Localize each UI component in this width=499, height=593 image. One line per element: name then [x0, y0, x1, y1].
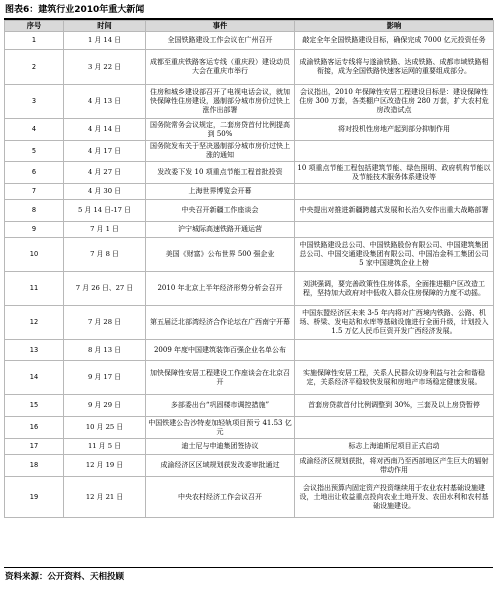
row-event: 国务院发布关于坚决遏制部分城市房价过快上涨的通知	[146, 141, 295, 162]
header-event: 事件	[146, 21, 295, 32]
row-event: 上海世界博览会开幕	[146, 184, 295, 200]
row-impact: 成渝经济区规划获批，将对西南乃至西部地区产生巨大的辐射带动作用	[295, 455, 494, 477]
row-event: 全国铁路建设工作会议在广州召开	[146, 32, 295, 50]
row-event: 2009 年度中国建筑装饰百强企业名单公布	[146, 340, 295, 361]
table-row	[5, 439, 494, 455]
header-impact: 影响	[295, 21, 494, 32]
row-number: 5	[5, 141, 64, 162]
table-row	[5, 85, 494, 119]
row-date: 4 月 14 日	[64, 119, 146, 141]
row-impact: 敲定全年全国铁路建设目标，确保完成 7000 亿元投资任务	[295, 32, 494, 50]
row-date: 10 月 25 日	[64, 417, 146, 439]
row-impact	[295, 417, 494, 439]
row-event: 中央农村经济工作会议召开	[146, 477, 295, 518]
row-date: 4 月 13 日	[64, 85, 146, 119]
row-impact	[295, 184, 494, 200]
row-date: 7 月 28 日	[64, 306, 146, 340]
row-date: 12 月 21 日	[64, 477, 146, 518]
row-date: 7 月 1 日	[64, 222, 146, 238]
table-row	[5, 340, 494, 361]
news-table	[4, 20, 494, 518]
row-event: 多部委出台“巩固楼市调控措施”	[146, 395, 295, 417]
row-event: 成都至重庆铁路客运专线（重庆段）建设动员大会在重庆市举行	[146, 50, 295, 85]
row-date: 4 月 17 日	[64, 141, 146, 162]
row-date: 1 月 14 日	[64, 32, 146, 50]
bottom-rule	[4, 567, 493, 568]
row-impact: 中国东盟经济区未来 3-5 年内将对广西境内铁路、公路、机场、桥梁、发电站和水库等基础设施进行全面升级，计划投入 1.5 万亿人民币巨资开发广西经济发展。	[295, 306, 494, 340]
row-event: 国务院常务会议规定，二套房贷首付比例提高到 50%	[146, 119, 295, 141]
row-number: 1	[5, 32, 64, 50]
row-event: 第五届泛北部湾经济合作论坛在广西南宁开幕	[146, 306, 295, 340]
table-row	[5, 119, 494, 141]
table-row	[5, 184, 494, 200]
row-impact: 成渝铁路客运专线将与遂渝铁路、达成铁路、成都市域铁路相衔接，成为全国铁路快速客运网的重要组成部分。	[295, 50, 494, 85]
table-row	[5, 32, 494, 50]
row-event: 沪宁城际高速铁路开通运营	[146, 222, 295, 238]
row-event: 中央召开新疆工作座谈会	[146, 200, 295, 222]
row-impact: 刘淇强调，要完善政策性住房体系，全面推进棚户区改造工程，坚持加大政府对中低收入群众住房保障的力度不动摇。	[295, 272, 494, 306]
row-number: 10	[5, 238, 64, 272]
row-date: 5 月 14 日-17 日	[64, 200, 146, 222]
figure-title: 图表6：建筑行业2010年重大新闻	[5, 5, 145, 15]
row-date: 8 月 13 日	[64, 340, 146, 361]
row-number: 16	[5, 417, 64, 439]
row-event: 发改委下发 10 项重点节能工程首批投资	[146, 162, 295, 184]
table-header-row	[5, 21, 494, 32]
table-row	[5, 395, 494, 417]
table-row	[5, 50, 494, 85]
row-event: 2010 年北京上半年经济形势分析会召开	[146, 272, 295, 306]
row-number: 14	[5, 361, 64, 395]
row-number: 3	[5, 85, 64, 119]
source-note: 资料来源：公开资料、天相投顾	[5, 572, 125, 582]
row-impact: 10 项重点节能工程包括建筑节能、绿色照明、政府机构节能以及节能技术服务体系建设等	[295, 162, 494, 184]
row-event: 成渝经济区区域规划获发改委审批通过	[146, 455, 295, 477]
row-number: 17	[5, 439, 64, 455]
row-number: 15	[5, 395, 64, 417]
header-date: 时间	[64, 21, 146, 32]
table-row	[5, 455, 494, 477]
row-number: 8	[5, 200, 64, 222]
row-number: 13	[5, 340, 64, 361]
table-row	[5, 141, 494, 162]
row-event: 住房和城乡建设部召开了电视电话会议，就加快保障性住房建设，遏制部分城市房价过快上涨作出部署	[146, 85, 295, 119]
row-number: 18	[5, 455, 64, 477]
row-date: 7 月 26 日、27 日	[64, 272, 146, 306]
row-event: 美国《财富》公布世界 500 强企业	[146, 238, 295, 272]
table-row	[5, 222, 494, 238]
row-number: 12	[5, 306, 64, 340]
row-date: 3 月 22 日	[64, 50, 146, 85]
row-date: 12 月 19 日	[64, 455, 146, 477]
row-number: 2	[5, 50, 64, 85]
row-impact: 实施保障性安居工程，关系人民群众切身利益与社会和谐稳定，关系经济平稳较快发展和房地产市场稳定健康发展。	[295, 361, 494, 395]
table-row	[5, 417, 494, 439]
row-date: 9 月 17 日	[64, 361, 146, 395]
row-impact: 会议指出，2010 年保障性安居工程建设目标是：建设保障性住房 300 万套，各类棚户区改造住房 280 万套，扩大农村危房改造试点	[295, 85, 494, 119]
row-impact: 中央提出对推进新疆跨越式发展和长治久安作出重大战略部署	[295, 200, 494, 222]
table-row	[5, 361, 494, 395]
row-date: 4 月 30 日	[64, 184, 146, 200]
table-row	[5, 272, 494, 306]
row-date: 4 月 27 日	[64, 162, 146, 184]
row-number: 6	[5, 162, 64, 184]
table-row	[5, 162, 494, 184]
table-row	[5, 477, 494, 518]
row-event: 中国铁建公告沙特麦加轻轨项目预亏 41.53 亿元	[146, 417, 295, 439]
row-impact: 标志上海迪斯尼项目正式启动	[295, 439, 494, 455]
row-impact	[295, 222, 494, 238]
row-event: 加快保障性安居工程建设工作座谈会在北京召开	[146, 361, 295, 395]
row-impact	[295, 340, 494, 361]
table-row	[5, 306, 494, 340]
row-number: 7	[5, 184, 64, 200]
header-no: 序号	[5, 21, 64, 32]
row-impact	[295, 141, 494, 162]
row-number: 19	[5, 477, 64, 518]
table-row	[5, 238, 494, 272]
row-date: 7 月 8 日	[64, 238, 146, 272]
row-impact: 首套房贷款首付比例调整到 30%，三套及以上房贷暂停	[295, 395, 494, 417]
row-impact: 中国铁路建设总公司、中国铁路股份有限公司、中国建筑集团总公司、中国交通建设集团有限公司、中国冶金科工集团公司 5 家中国建筑企业上榜	[295, 238, 494, 272]
row-number: 4	[5, 119, 64, 141]
row-date: 9 月 29 日	[64, 395, 146, 417]
row-event: 迪士尼与申迪集团签协议	[146, 439, 295, 455]
table-row	[5, 200, 494, 222]
row-impact: 将对投机性房地产起到部分抑制作用	[295, 119, 494, 141]
row-number: 9	[5, 222, 64, 238]
row-number: 11	[5, 272, 64, 306]
row-date: 11 月 5 日	[64, 439, 146, 455]
row-impact: 会议指出预算内固定资产投资继续用于农业农村基础设施建设，土地出让收益重点投向农业土地开发、农田水利和农村基础设施建设。	[295, 477, 494, 518]
